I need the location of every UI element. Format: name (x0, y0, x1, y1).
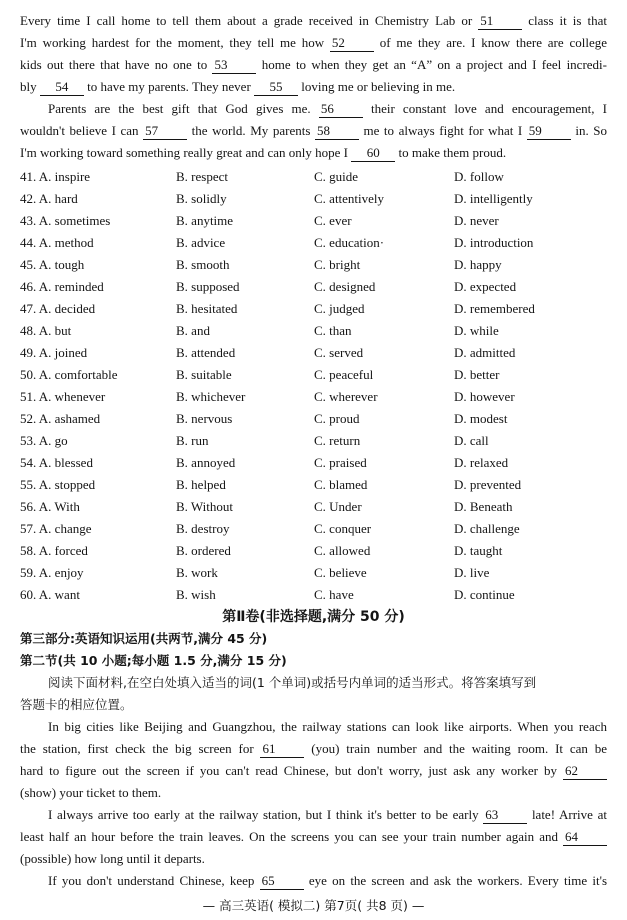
passage-text: hard to figure out the screen if you can't read Chinese, but don't worry, just ask any worker by (20, 763, 563, 778)
option-a[interactable]: 47. A. decided (20, 301, 96, 316)
option-b[interactable]: B. destroy (176, 521, 230, 536)
passage-line (20, 870, 607, 892)
passage-text: me to always fight for what I (358, 123, 527, 138)
option-b[interactable]: B. work (176, 565, 218, 580)
option-b[interactable]: B. supposed (176, 279, 240, 294)
passage-line (20, 760, 607, 782)
option-a[interactable]: 58. A. forced (20, 543, 88, 558)
option-b[interactable]: B. hesitated (176, 301, 238, 316)
option-b[interactable]: B. whichever (176, 389, 246, 404)
option-c[interactable]: C. attentively (314, 191, 385, 206)
passage-line (20, 98, 607, 120)
passage-line (20, 848, 607, 870)
blank-61[interactable]: 61 (260, 741, 304, 758)
option-b[interactable]: B. suitable (176, 367, 232, 382)
passage-text: (possible) how long until it departs. (20, 851, 205, 866)
option-c[interactable]: C. ever (314, 213, 352, 228)
grammar-passage (20, 716, 607, 892)
option-c[interactable]: C. praised (314, 455, 367, 470)
blank-53[interactable]: 53 (212, 57, 256, 74)
option-d[interactable]: D. happy (454, 257, 502, 272)
option-row (20, 496, 607, 518)
passage-text: in. So (570, 123, 608, 138)
section-title: 第Ⅱ卷(非选择题,满分 50 分) (222, 609, 405, 625)
option-c[interactable]: C. wherever (314, 389, 378, 404)
passage-text: home to when they get an “A” on a project and I feel incredi- (256, 57, 607, 72)
blank-51[interactable]: 51 (478, 13, 522, 30)
option-c[interactable]: C. judged (314, 301, 365, 316)
option-row (20, 232, 607, 254)
option-a[interactable]: 60. A. want (20, 587, 80, 602)
option-a[interactable]: 52. A. ashamed (20, 411, 101, 426)
option-row (20, 210, 607, 232)
option-b[interactable]: B. attended (176, 345, 236, 360)
option-a[interactable]: 41. A. inspire (20, 169, 91, 184)
passage-text: kids out there that have no one to (20, 57, 213, 72)
option-row (20, 474, 607, 496)
option-row (20, 342, 607, 364)
passage-line (20, 32, 607, 54)
passage-text: I always arrive too early at the railway station, but I think it's better to be early (48, 807, 484, 822)
option-c[interactable]: C. than (314, 323, 352, 338)
option-a[interactable]: 50. A. comfortable (20, 367, 118, 382)
passage-text: In big cities like Beijing and Guangzhou, the railway stations can look like airports. When you reach (48, 719, 607, 734)
passage-text: wouldn't believe I can (20, 123, 144, 138)
passage-line (20, 804, 607, 826)
passage-line (20, 54, 607, 76)
option-d[interactable]: D. however (454, 389, 515, 404)
option-d[interactable]: D. Beneath (454, 499, 513, 514)
option-b[interactable]: B. smooth (176, 257, 230, 272)
passage-text: to make them proud. (395, 145, 507, 160)
passage-text: least half an hour before the train leaves. On the screens you can see your train number again and (20, 829, 563, 844)
passage-text: the station, first check the big screen for (20, 741, 261, 756)
option-a[interactable]: 46. A. reminded (20, 279, 104, 294)
blank-55[interactable]: 55 (254, 79, 298, 96)
option-a[interactable]: 54. A. blessed (20, 455, 93, 470)
passage-text: loving me or believing in me. (298, 79, 456, 94)
instruction-line: 答题卡的相应位置。 (20, 697, 133, 712)
section-heading: 第二节(共 10 小题;每小题 1.5 分,满分 15 分) (20, 653, 287, 668)
option-a[interactable]: 53. A. go (20, 433, 68, 448)
option-b[interactable]: B. and (176, 323, 210, 338)
option-b[interactable]: B. annoyed (176, 455, 236, 470)
blank-52[interactable]: 52 (330, 35, 374, 52)
option-c[interactable]: C. return (314, 433, 361, 448)
blank-58[interactable]: 58 (315, 123, 359, 140)
passage-line (20, 142, 607, 164)
option-c[interactable]: C. have (314, 587, 354, 602)
options-list (20, 166, 607, 606)
option-c[interactable]: C. served (314, 345, 364, 360)
option-b[interactable]: B. Without (176, 499, 234, 514)
option-row (20, 540, 607, 562)
passage-line (20, 738, 607, 760)
option-b[interactable]: B. helped (176, 477, 226, 492)
option-d[interactable]: D. prevented (454, 477, 522, 492)
passage-line (20, 826, 607, 848)
option-b[interactable]: B. ordered (176, 543, 231, 558)
blank-63[interactable]: 63 (483, 807, 527, 824)
option-c[interactable]: C. Under (314, 499, 362, 514)
instruction-line: 阅读下面材料,在空白处填入适当的词(1 个单词)或括号内单词的适当形式。将答案填写到 (48, 675, 537, 690)
exam-page (20, 10, 607, 892)
option-c[interactable]: C. bright (314, 257, 361, 272)
option-c[interactable]: C. proud (314, 411, 360, 426)
passage-text: the world. My parents (187, 123, 315, 138)
option-c[interactable]: C. allowed (314, 543, 371, 558)
passage-text: of me they are. I know there are college (373, 35, 607, 50)
passage-text: to have my parents. They never (83, 79, 255, 94)
passage-text: I'm working hardest for the moment, they tell me how (20, 35, 330, 50)
part-heading: 第三部分:英语知识运用(共两节,满分 45 分) (20, 631, 268, 646)
option-b[interactable]: B. nervous (176, 411, 233, 426)
option-d[interactable]: D. continue (454, 587, 515, 602)
option-c[interactable]: C. conquer (314, 521, 372, 536)
passage-text: their constant love and encouragement, I (362, 101, 607, 116)
option-a[interactable]: 57. A. change (20, 521, 92, 536)
option-c[interactable]: C. education· (314, 235, 385, 250)
blank-60[interactable]: 60 (351, 145, 395, 162)
option-d[interactable]: D. live (454, 565, 490, 580)
blank-59[interactable]: 59 (527, 123, 571, 140)
option-d[interactable]: D. introduction (454, 235, 534, 250)
option-d[interactable]: D. admitted (454, 345, 516, 360)
passage-line (20, 120, 607, 142)
option-a[interactable]: 49. A. joined (20, 345, 88, 360)
option-b[interactable]: B. wish (176, 587, 216, 602)
option-a[interactable]: 48. A. but (20, 323, 72, 338)
option-d[interactable]: D. while (454, 323, 499, 338)
option-row (20, 584, 607, 606)
option-d[interactable]: D. call (454, 433, 489, 448)
option-b[interactable]: B. solidly (176, 191, 227, 206)
option-row (20, 452, 607, 474)
option-row (20, 188, 607, 210)
passage-text: (you) train number and the waiting room. It can be (304, 741, 607, 756)
option-a[interactable]: 43. A. sometimes (20, 213, 111, 228)
passage-text: Parents are the best gift that God gives me. (48, 101, 319, 116)
blank-62[interactable]: 62 (563, 763, 607, 780)
passage-text: class it is that (522, 13, 607, 28)
passage-line (20, 10, 607, 32)
passage-text: (show) your ticket to them. (20, 785, 162, 800)
passage-text: I'm working toward something really great and can only hope I (20, 145, 352, 160)
option-c[interactable]: C. peaceful (314, 367, 374, 382)
option-a[interactable]: 56. A. With (20, 499, 80, 514)
option-d[interactable]: D. expected (454, 279, 517, 294)
option-d[interactable]: D. better (454, 367, 500, 382)
passage-text: Every time I call home to tell them about a grade received in Chemistry Lab or (20, 13, 479, 28)
option-row (20, 430, 607, 452)
option-d[interactable]: D. relaxed (454, 455, 509, 470)
option-a[interactable]: 42. A. hard (20, 191, 78, 206)
blank-65[interactable]: 65 (260, 873, 304, 890)
option-d[interactable]: D. taught (454, 543, 503, 558)
passage-text: late! Arrive at (527, 807, 607, 822)
passage-line (20, 76, 607, 98)
option-row (20, 562, 607, 584)
option-a[interactable]: 55. A. stopped (20, 477, 96, 492)
passage-line (20, 716, 607, 738)
option-b[interactable]: B. advice (176, 235, 226, 250)
option-d[interactable]: D. modest (454, 411, 508, 426)
passage-text: bly (20, 79, 40, 94)
option-b[interactable]: B. run (176, 433, 209, 448)
blank-56[interactable]: 56 (319, 101, 363, 118)
blank-64[interactable]: 64 (563, 829, 607, 846)
passage-text: eye on the screen and ask the workers. Every time it's (303, 873, 607, 888)
option-c[interactable]: C. blamed (314, 477, 368, 492)
option-b[interactable]: B. respect (176, 169, 228, 184)
blank-54[interactable]: 54 (40, 79, 84, 96)
option-c[interactable]: C. guide (314, 169, 359, 184)
option-row (20, 386, 607, 408)
option-row (20, 276, 607, 298)
cloze-passage (20, 10, 607, 164)
option-row (20, 364, 607, 386)
option-row (20, 254, 607, 276)
option-row (20, 408, 607, 430)
option-d[interactable]: D. remembered (454, 301, 535, 316)
blank-57[interactable]: 57 (143, 123, 187, 140)
passage-line (20, 782, 607, 804)
passage-text: If you don't understand Chinese, keep (48, 873, 260, 888)
option-a[interactable]: 44. A. method (20, 235, 94, 250)
option-c[interactable]: C. believe (314, 565, 367, 580)
option-d[interactable]: D. never (454, 213, 499, 228)
option-row (20, 166, 607, 188)
option-b[interactable]: B. anytime (176, 213, 234, 228)
option-d[interactable]: D. follow (454, 169, 504, 184)
option-row (20, 320, 607, 342)
option-c[interactable]: C. designed (314, 279, 376, 294)
option-row (20, 298, 607, 320)
option-a[interactable]: 45. A. tough (20, 257, 85, 272)
option-d[interactable]: D. challenge (454, 521, 520, 536)
option-row (20, 518, 607, 540)
option-a[interactable]: 51. A. whenever (20, 389, 106, 404)
option-a[interactable]: 59. A. enjoy (20, 565, 84, 580)
option-d[interactable]: D. intelligently (454, 191, 533, 206)
page-footer: — 高三英语( 模拟二) 第7页( 共8 页) — (202, 898, 425, 913)
